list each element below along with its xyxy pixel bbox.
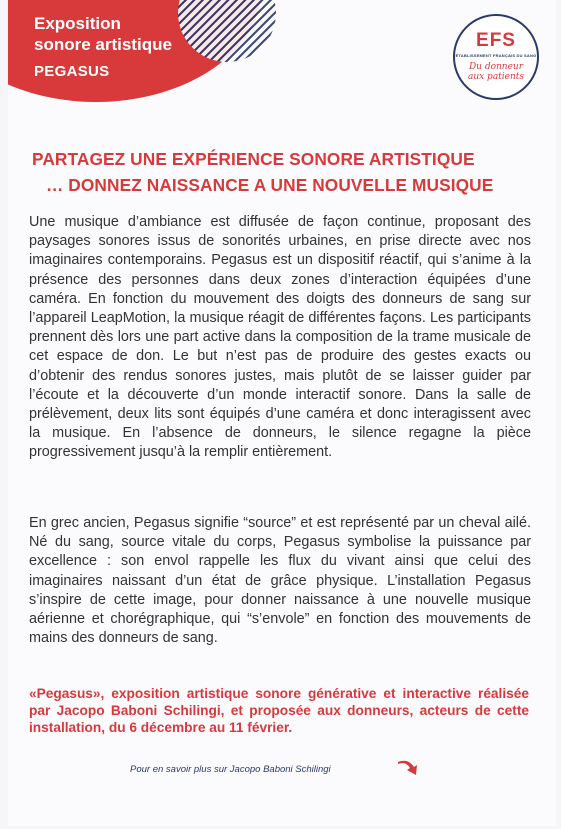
body-paragraph-1: Une musique d’ambiance est diffusée de façon continue, proposant des paysages sonores issus de sonorités urbaines, en prise directe avec nos imaginaires contemporains. Pegasus est un dispositif réactif, qui s’anime à la présence des personnes dans deux zones d’interaction équipées d’une caméra. En fonction du mouvement des doigts des donneurs de sang sur l’appareil LeapMotion, la musique réagit de différentes façons. Les participants prennent dès lors une part active dans la composition de la trame musicale de cet espace de don. Le but n’est pas de produire des gestes exacts ou d’obtenir des rendus sonores justes, mais plutôt de se laisser guider par l’écoute et la découverte d’un monde interactif sonore. Dans la salle de prélèvement, deux lits sont équipés d’une caméra et donc interagissent avec la musique. En l’absence de donneurs, le silence regagne la pièce progressivement jusqu’à la remplir entièrement.	[29, 214, 531, 461]
curved-arrow-icon[interactable]	[396, 758, 420, 778]
exhibition-name: PEGASUS	[34, 63, 110, 80]
efs-logo	[453, 14, 539, 100]
title-line-2: … DONNEZ NAISSANCE A UNE NOUVELLE MUSIQUE	[46, 175, 494, 195]
header-line-1: Exposition	[34, 14, 121, 33]
more-info-link[interactable]: Pour en savoir plus sur Jacopo Baboni Schilingi	[130, 764, 331, 775]
page-title	[32, 146, 542, 198]
efs-logo-tagline	[455, 62, 537, 82]
header-block	[34, 13, 172, 82]
efs-logo-tagline-2: aux patients	[467, 72, 525, 82]
efs-logo-mark	[455, 30, 537, 52]
efs-logo-tagline-1: Du donneur	[468, 62, 524, 72]
header-line-2: sonore artistique	[34, 35, 172, 54]
efs-logo-letters: EFS	[476, 30, 516, 51]
exhibition-credit: «Pegasus», exposition artistique sonore générative et interactive réalisée par Jacopo Baboni Schilingi, et proposée aux donneurs, acteurs de cette installation, du 6 décembre au 11 février.	[29, 686, 529, 735]
flyer-page	[8, 0, 556, 826]
title-line-1: PARTAGEZ UNE EXPÉRIENCE SONORE ARTISTIQUE	[32, 149, 475, 169]
efs-logo-subtitle: ÉTABLISSEMENT FRANÇAIS DU SANG	[455, 53, 537, 58]
body-paragraph-2: En grec ancien, Pegasus signifie “source” et est représenté par un cheval ailé. Né du sang, source vitale du corps, Pegasus symbolise la puissance par excellence : son envol rappelle les flux du vivant ainsi que celui des imaginaires naissant d’un état de grâce physique. L’installation Pegasus s’inspire de cette image, pour donner naissance à une nouvelle musique aérienne et chorégraphique, qui “s’envole” en fonction des mouvements de mains des donneurs de sang.	[29, 515, 531, 647]
